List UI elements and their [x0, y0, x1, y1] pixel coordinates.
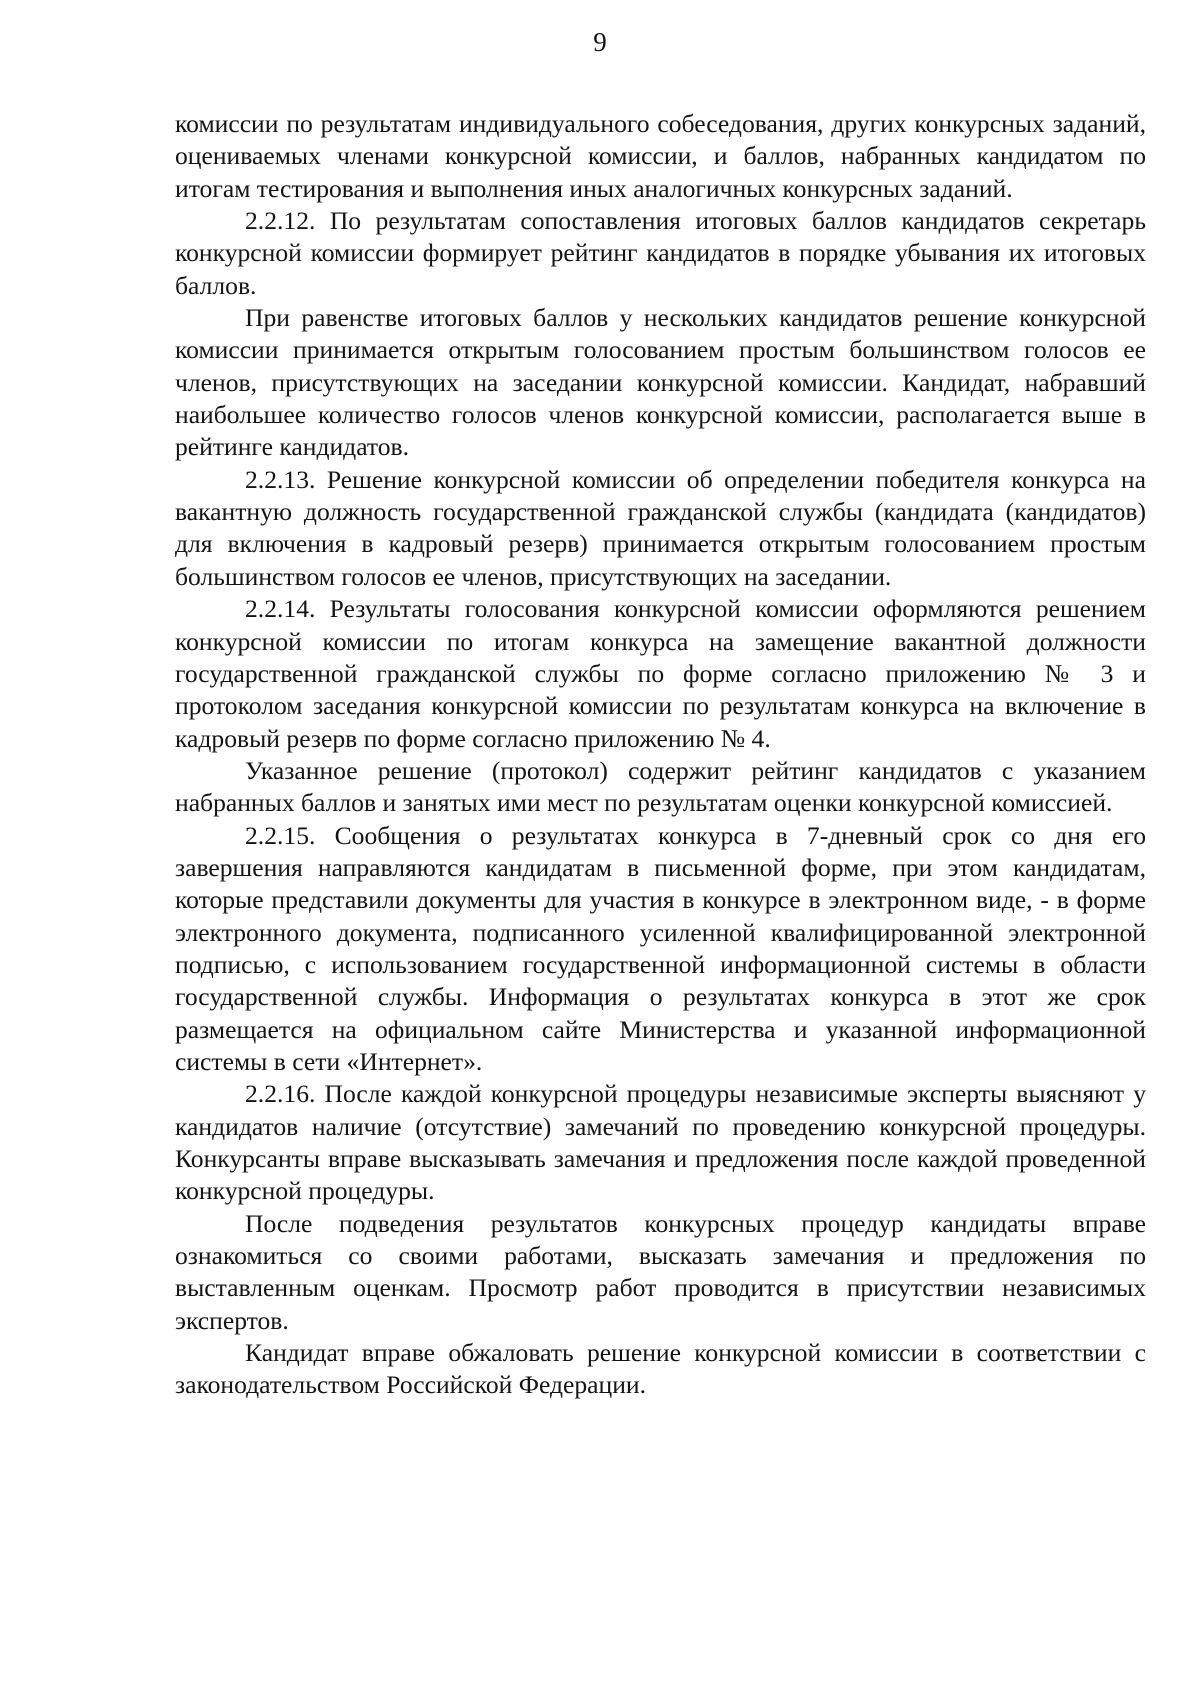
page-number: 9	[593, 27, 607, 57]
paragraph-decision-rating: Указанное решение (протокол) содержит рейтинг кандидатов с указанием набранных баллов и занятых ими мест по результатам оценки конкурсной комиссией.	[175, 755, 1146, 818]
paragraph-appeal: Кандидат вправе обжаловать решение конкурсной комиссии в соответствии с законодательством Российской Федерации.	[175, 1338, 1146, 1400]
paragraph-continuation: комиссии по результатам индивидуального собеседования, других конкурсных заданий, оцениваемых членами конкурсной комиссии, и баллов, набранных кандидатом по итогам тестирования и выполнения иных аналогичных конкурсных заданий.	[175, 109, 1146, 203]
paragraph-2-2-15: 2.2.15. Сообщения о результатах конкурса в 7-дневный срок со дня его завершения направляются кандидатам в письменной форме, при этом кандидатам, которые представили документы для участия в конкурсе в электронном виде, - в форме электронного документа, подписанного усиленной квалифицированной электронной подписью, с использованием государственной информационной системы в области государственной службы. Информация о результатах конкурса в этот же срок размещается на официальном сайте Министерства и указанной информационной системы в сети «Интернет».	[175, 820, 1146, 1076]
paragraph-2-2-13: 2.2.13. Решение конкурсной комиссии об определении победителя конкурса на вакантную должность государственной гражданской службы (кандидата (кандидатов) для включения в кадровый резерв) принимается открытым голосованием простым большинством голосов ее членов, присутствующих на заседании.	[175, 464, 1146, 591]
document-body	[175, 108, 1146, 1402]
paragraph-2-2-14: 2.2.14. Результаты голосования конкурсной комиссии оформляются решением конкурсной комиссии по итогам конкурса на замещение вакантной должности государственной гражданской службы по форме согласно приложению № 3 и протоколом заседания конкурсной комиссии по результатам конкурса на включение в кадровый резерв по форме согласно приложению № 4.	[175, 594, 1146, 753]
paragraph-review-works: После подведения результатов конкурсных процедур кандидаты вправе ознакомиться со своими работами, высказать замечания и предложения по выставленным оценкам. Просмотр работ проводится в присутствии независимых экспертов.	[175, 1208, 1146, 1335]
paragraph-equal-scores: При равенстве итоговых баллов у нескольких кандидатов решение конкурсной комиссии принимается открытым голосованием простым большинством голосов ее членов, присутствующих на заседании конкурсной комиссии. Кандидат, набравший наибольшее количество голосов членов конкурсной комиссии, располагается выше в рейтинге кандидатов.	[175, 303, 1146, 462]
paragraph-2-2-12: 2.2.12. По результатам сопоставления итоговых баллов кандидатов секретарь конкурсной комиссии формирует рейтинг кандидатов в порядке убывания их итоговых баллов.	[175, 206, 1146, 300]
paragraph-2-2-16: 2.2.16. После каждой конкурсной процедуры независимые эксперты выясняют у кандидатов наличие (отсутствие) замечаний по проведению конкурсной процедуры. Конкурсанты вправе высказывать замечания и предложения после каждой проведенной конкурсной процедуры.	[175, 1079, 1146, 1206]
